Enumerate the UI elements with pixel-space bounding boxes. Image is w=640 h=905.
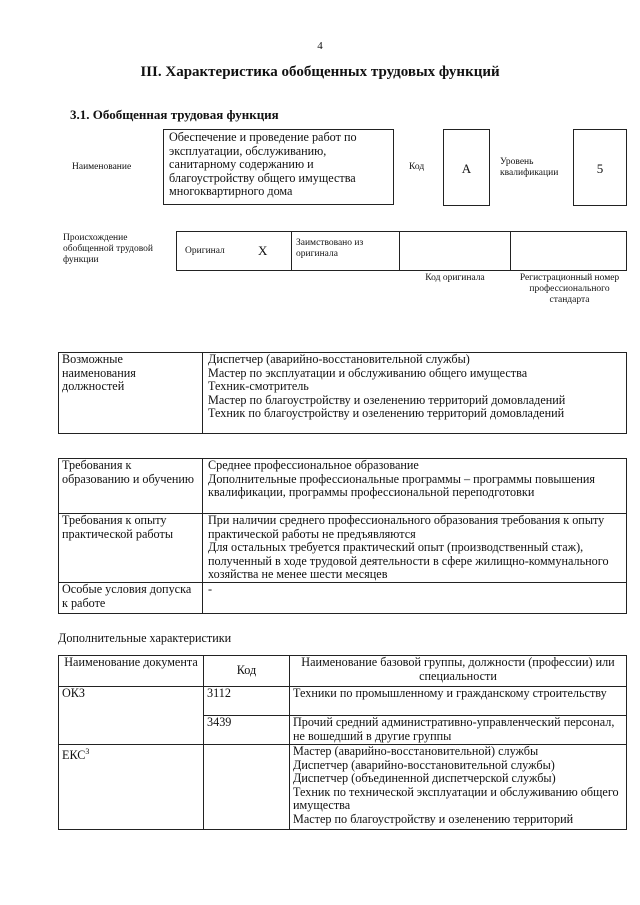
borrowed-label: Заимствовано из оригинала [296, 238, 364, 259]
footnote-mark: 3 [85, 747, 90, 756]
row-doc-okz: ОКЗ [59, 687, 204, 745]
code-original-caption: Код оригинала [425, 273, 485, 283]
code-label: Код [409, 162, 425, 172]
subsection-title: 3.1. Обобщенная трудовая функция [70, 107, 279, 122]
original-mark: X [258, 243, 268, 258]
row-doc-eks: ЕКС$^3$ [59, 745, 204, 830]
admission-label: Особые условия допуска к работе [59, 583, 203, 614]
row-name: Мастер (аварийно-восстановительной) службы Диспетчер (аварийно-восстановительной службы) Диспетчер (объединенной диспетчерской службы) Техник по технической эксплуатации и обслуживанию общего имущества Мастер по благоустройству и озеленению территорий [290, 745, 627, 830]
position-item: Диспетчер (аварийно-восстановительной службы) [208, 352, 470, 366]
name-value: Обеспечение и проведение работ по эксплуатации, обслуживанию, санитарному содержанию и благоустройству общего имущества многоквартирного дома [163, 129, 394, 205]
section-title: III. Характеристика обобщенных трудовых функций [140, 64, 500, 80]
education-value: Среднее профессиональное образование Дополнительные профессиональные программы – программы повышения квалификации, программы профессиональной переподготовки [203, 459, 627, 514]
position-item: Мастер по благоустройству и озеленению территорий домовладений [208, 392, 566, 407]
position-item: Мастер по эксплуатации и обслуживанию общего имущества [208, 365, 528, 380]
experience-label: Требования к опыту практической работы [59, 514, 203, 583]
additional-title: Дополнительные характеристики [58, 631, 232, 645]
education-label: Требования к образованию и обучению [59, 459, 203, 514]
admission-value: - [203, 583, 627, 614]
additional-table [58, 655, 627, 830]
origin-label: Происхождение обобщенной трудовой функции [63, 233, 153, 265]
code-value: А [443, 129, 490, 206]
reg-number-caption: Регистрационный номер профессионального стандарта [519, 273, 620, 305]
positions-label: Возможные наименования должностей [59, 353, 203, 434]
position-item: Техник по благоустройству и озеленению территорий домовладений [208, 406, 565, 421]
origin-box [176, 231, 627, 271]
original-label: Оригинал [185, 246, 225, 256]
page-number: 4 [317, 40, 323, 52]
positions-table [58, 352, 627, 434]
row-code [204, 745, 290, 830]
row-code: 3112 [204, 687, 290, 716]
name-label: Наименование [72, 162, 132, 172]
col-header-doc: Наименование документа [59, 656, 204, 687]
row-name: Прочий средний административно-управленческий персонал, не вошедший в другие группы [290, 716, 627, 745]
level-label: Уровень квалификации [500, 157, 559, 178]
col-header-code: Код [204, 656, 290, 687]
col-header-name: Наименование базовой группы, должности (профессии) или специальности [290, 656, 627, 687]
position-item: Техник-смотритель [208, 379, 309, 394]
level-value: 5 [573, 129, 627, 206]
requirements-table [58, 458, 627, 614]
row-name: Техники по промышленному и гражданскому строительству [290, 687, 627, 716]
row-code: 3439 [204, 716, 290, 745]
experience-value: При наличии среднего профессионального образования требования к опыту практической работы не предъявляются Для остальных требуется практический опыт (производственный стаж), полученный в ходе трудовой деятельности в сфере жилищно-коммунального хозяйства не менее шести месяцев [203, 514, 627, 583]
